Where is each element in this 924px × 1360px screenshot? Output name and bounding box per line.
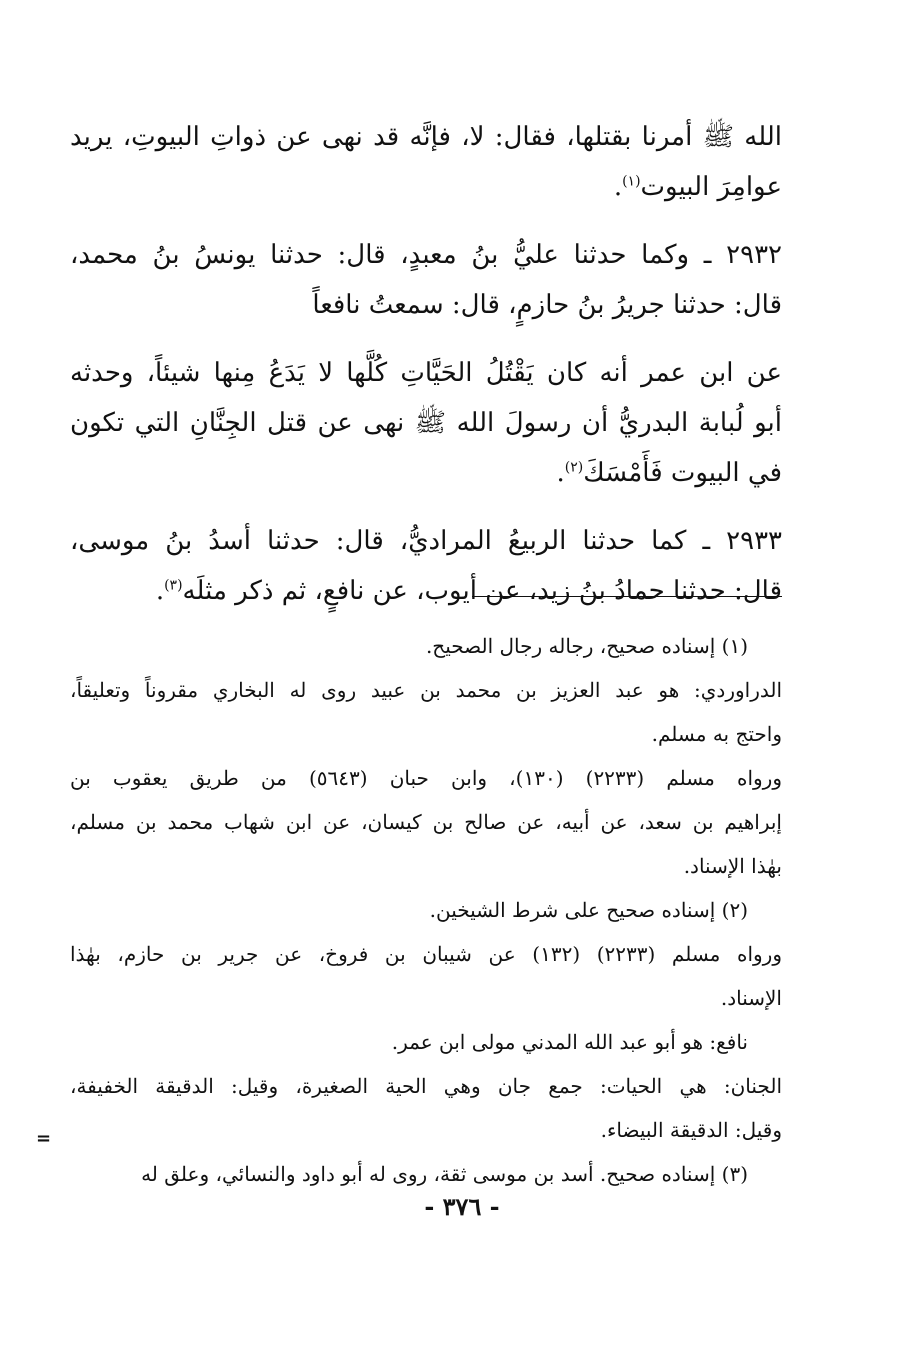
text-line <box>70 566 782 616</box>
punctuation: . <box>155 576 165 606</box>
footnote-line: ورواه مسلم (٢٢٣٣) (١٣٢) عن شيبان بن فروخ، عن جرير بن حازم، بهٰذا <box>70 942 782 966</box>
text-line: الله ﷺ أمرنا بقتلها، فقال: لا، فإنَّه قد نهى عن ذواتِ البيوتِ، يريد <box>70 122 782 152</box>
footnote-line: نافع: هو أبو عبد الله المدني مولى ابن عمر. <box>391 1030 748 1054</box>
text-segment: في البيوت فَأَمْسَكَ <box>583 458 782 488</box>
text-line: عن ابن عمر أنه كان يَقْتُلُ الحَيَّاتِ كُلَّها لا يَدَعُ مِنها شيئاً، وحدثه <box>70 358 782 388</box>
footnote-line: (٣) إسناده صحيح. أسد بن موسى ثقة، روى له أبو داود والنسائي، وعلق له <box>141 1162 748 1186</box>
footnote-line: (١) إسناده صحيح، رجاله رجال الصحيح. <box>425 634 748 658</box>
footnote-line: (٢) إسناده صحيح على شرط الشيخين. <box>429 898 748 922</box>
text-line: أبو لُبابة البدريُّ أن رسولَ الله ﷺ نهى عن قتل الجِنَّانِ التي تكون <box>70 408 782 438</box>
footnote-line: واحتج به مسلم. <box>651 722 782 746</box>
footnote-line: بهٰذا الإسناد. <box>683 854 782 878</box>
footnote-ref-3: (٣) <box>164 577 183 594</box>
footnote-divider <box>472 596 782 597</box>
footnote-line: الجنان: هي الحيات: جمع جان وهي الحية الصغيرة، وقيل: الدقيقة الخفيفة، <box>70 1074 782 1098</box>
main-text <box>70 112 782 1196</box>
text-segment: قال: حدثنا حمادُ بنُ زيد، عن أيوب، عن نافعٍ، ثم ذكر مثلَه <box>182 576 782 606</box>
punctuation: . <box>613 172 623 202</box>
hadith-2932-line: ٢٩٣٢ ـ وكما حدثنا عليُّ بنُ معبدٍ، قال: حدثنا يونسُ بنُ محمد، <box>70 240 782 270</box>
footnote-ref-2: (٢) <box>564 459 584 476</box>
hadith-2933-line: ٢٩٣٣ ـ كما حدثنا الربيعُ المراديُّ، قال: حدثنا أسدُ بنُ موسى، <box>70 526 782 556</box>
footnote-line: إبراهيم بن سعد، عن أبيه، عن صالح بن كيسان، عن ابن شهاب محمد بن مسلم، <box>70 810 782 834</box>
text-line <box>70 448 782 498</box>
footnote-line: وقيل: الدقيقة البيضاء. <box>600 1118 782 1142</box>
footnote-ref-1: (١) <box>622 173 641 190</box>
punctuation: . <box>556 458 565 488</box>
footnote-line: الدراوردي: هو عبد العزيز بن محمد بن عبيد روى له البخاري مقروناً وتعليقاً، <box>70 678 782 702</box>
text-segment: عوامِرَ البيوت <box>640 172 782 202</box>
page-number: - ٣٧٦ - <box>424 1192 500 1221</box>
text-line: قال: حدثنا جريرُ بنُ حازمٍ، قال: سمعتُ نافعاً <box>312 290 782 320</box>
continuation-mark: = <box>36 1128 52 1149</box>
text-line <box>70 162 782 212</box>
footnote-line: ورواه مسلم (٢٢٣٣) (١٣٠)، وابن حبان (٥٦٤٣) من طريق يعقوب بن <box>70 766 782 790</box>
footnote-line: الإسناد. <box>720 986 782 1010</box>
